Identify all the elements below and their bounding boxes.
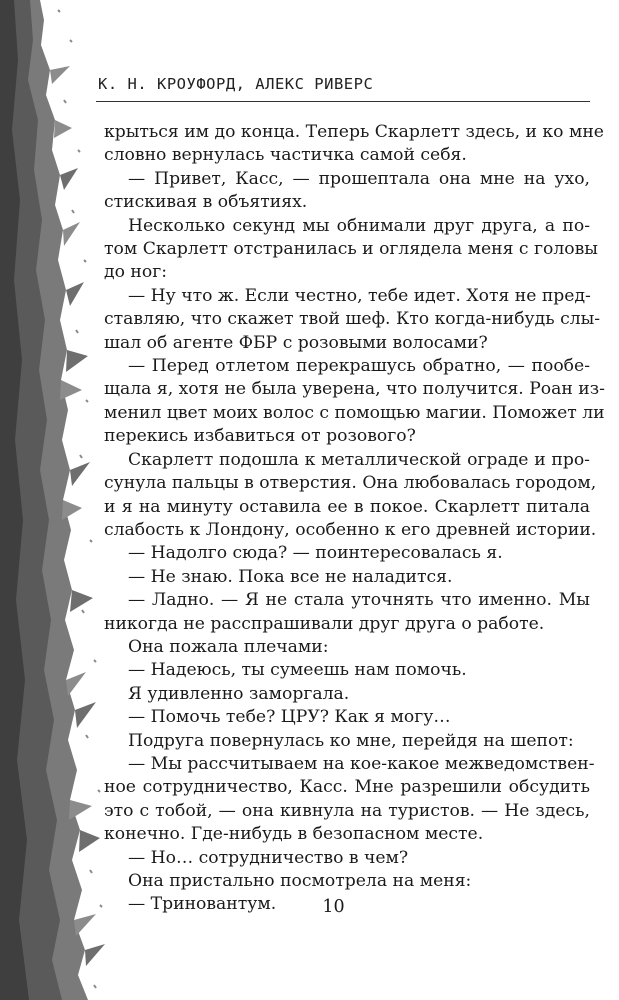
- text-line: сунула пальцы в отверстия. Она любовалась городом,: [104, 473, 597, 494]
- text-line: перекись избавиться от розового?: [104, 426, 416, 447]
- text-line: — Ну что ж. Если честно, тебе идет. Хотя не пред-: [128, 285, 591, 306]
- header-divider: [96, 101, 590, 102]
- text-line: и я на минуту оставила ее в покое. Скарлетт питала: [104, 496, 590, 517]
- text-line: — Ладно. — Я не стала уточнять что именно. Мы: [128, 590, 590, 611]
- text-line: стискивая в объятиях.: [104, 192, 308, 213]
- text-line: Она пристально посмотрела на меня:: [128, 871, 472, 891]
- text-line: — Мы рассчитываем на кое-какое межведомствен-: [128, 753, 595, 774]
- page-number: 10: [322, 897, 345, 917]
- text-line: менил цвет моих волос с помощью магии. Поможет ли: [104, 402, 605, 423]
- text-line: ное сотрудничество, Касс. Мне разрешили обсудить: [104, 777, 590, 798]
- text-line: — Перед отлетом перекрашусь обратно, — пообе-: [128, 356, 590, 377]
- body-text: [104, 121, 605, 917]
- text-line: шал об агенте ФБР с розовыми волосами?: [104, 332, 488, 353]
- text-line: — Триновантум.: [128, 894, 277, 915]
- text-line: Несколько секунд мы обнимали друг друга, а по-: [128, 215, 590, 236]
- text-line: щала я, хотя не была уверена, что получится. Роан из-: [104, 379, 605, 400]
- text-line: крыться им до конца. Теперь Скарлетт здесь, и ко мне: [104, 122, 604, 142]
- text-line: Скарлетт подошла к металлической ограде и про-: [128, 449, 590, 470]
- text-line: том Скарлетт отстранилась и оглядела меня с головы: [104, 239, 598, 260]
- text-line: ставляю, что скажет твой шеф. Кто когда-нибудь слы-: [104, 309, 601, 330]
- text-line: до ног:: [104, 262, 167, 283]
- text-line: — Привет, Касс, — прошептала она мне на ухо,: [128, 168, 590, 189]
- text-line: — Помочь тебе? ЦРУ? Как я могу…: [128, 707, 451, 728]
- text-line: слабость к Лондону, особенно к его древней истории.: [104, 519, 597, 540]
- text-line: Она пожала плечами:: [128, 636, 329, 657]
- running-header: К. Н. КРОУФОРД, АЛЕКС РИВЕРС: [98, 75, 374, 93]
- text-line: конечно. Где-нибудь в безопасном месте.: [104, 824, 484, 845]
- text-line: словно вернулась частичка самой себя.: [104, 145, 467, 166]
- text-line: Подруга повернулась ко мне, перейдя на шепот:: [128, 730, 574, 751]
- text-line: — Надеюсь, ты сумеешь нам помочь.: [128, 660, 467, 681]
- grunge-edge-decoration: [0, 0, 110, 1000]
- text-line: Я удивленно заморгала.: [128, 683, 350, 704]
- text-line: это с тобой, — она кивнула на туристов. — Не здесь,: [104, 800, 590, 821]
- text-line: никогда не расспрашивали друг друга о работе.: [104, 613, 545, 634]
- text-line: — Не знаю. Пока все не наладится.: [128, 566, 453, 587]
- text-line: — Но… сотрудничество в чем?: [128, 847, 409, 868]
- text-line: — Надолго сюда? — поинтересовалась я.: [128, 543, 503, 564]
